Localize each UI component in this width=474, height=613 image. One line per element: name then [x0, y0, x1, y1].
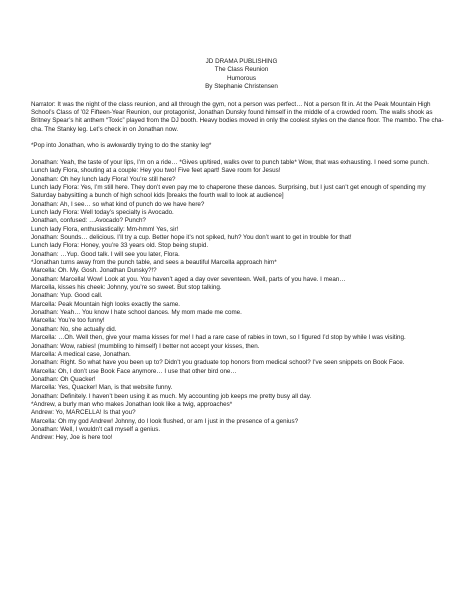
play-genre: Humorous [226, 74, 257, 82]
dialogue-line: Marcella: …Oh. Well then, give your mama kisses for me! I had a rare case of rabies in town, so I figured I’d stop by while I was visiting. [31, 334, 406, 342]
dialogue-line: Marcella: You’re too funny! [31, 317, 105, 325]
publisher-name: JD DRAMA PUBLISHING [205, 58, 278, 65]
script-header [31, 58, 452, 92]
play-title: The Class Reunion [214, 66, 269, 74]
dialogue-line: Jonathan: Definitely. I haven’t been using it as much. My accounting job keeps me pretty busy all day. [31, 392, 312, 400]
dialogue-line: Marcella: Oh my god Andrew! Johnny, do I look flushed, or am I just in the presence of a genius? [31, 417, 299, 425]
dialogue-line: Marcella: A medical case, Jonathan. [31, 350, 131, 358]
dialogue-line: Jonathan: Right. So what have you been up to? Didn’t you graduate top honors from medical school? I’ve seen snippets on Book Face. [31, 359, 405, 367]
dialogue-line: Jonathan: Ah, I see… so what kind of punch do we have here? [31, 200, 205, 208]
dialogue-line: Marcella: Yes, Quacker! Man, is that website funny. [31, 384, 173, 392]
opening-stage-direction: *Pop into Jonathan, who is awkwardly trying to do the stanky leg* [31, 142, 212, 150]
dialogue-line: Lunch lady Flora: Yes, I’m still here. They don’t even pay me to chaperone these dances. Surprising, but I just can’t get enough of spending my Saturday babysitting a bunch of high school kids [breaks the fourth wall to look at audience] [31, 183, 426, 200]
dialogue-line: Andrew: Hey, Joe is here too! [31, 434, 113, 442]
dialogue-line: Jonathan: No, she actually did. [31, 325, 117, 333]
dialogue-line: *Jonathan turns away from the punch table, and sees a beautiful Marcella approach him* [31, 259, 277, 267]
play-author: By Stephanie Christensen [205, 83, 278, 91]
dialogue-line: Marcella: Peak Mountain high looks exactly the same. [31, 300, 181, 308]
dialogue-line: Jonathan: Oh Quacker! [31, 375, 96, 383]
dialogue-line: Andrew: Yo, MARCELLA! Is that you? [31, 409, 136, 417]
dialogue-line: Jonathan: …Yup. Good talk. I will see you later, Flora. [31, 250, 180, 258]
dialogue-lines [31, 159, 452, 443]
dialogue-line: Jonathan: Yup. Good call. [31, 292, 103, 300]
narration-paragraph: Narrator: It was the night of the class reunion, and all through the gym, not a person was perfect… Not a person fit in. At the Peak Mountain High School’s Class of ’02 Fifteen-Year Reunion, our protagonist, Jonathan Dunsky found himself in the middle of a crowded room. The walls shook as Britney Spear’s hit anthem “Toxic” played from the DJ booth. Heavy bodies moved in only the coolest styles on the dance floor. The mambo. The cha-cha. The Stanky leg. Let’s check in on Jonathan now. [31, 100, 444, 133]
dialogue-line: Lunch lady Flora, enthusiastically: Mm-hmm! Yes, sir! [31, 225, 179, 233]
dialogue-line: Jonathan: Yeah… You know I hate school dances. My mom made me come. [31, 309, 242, 317]
dialogue-line: Jonathan, confused: …Avocado? Punch? [31, 217, 146, 225]
dialogue-line: Lunch lady Flora: Honey, you’re 33 years old. Stop being stupid. [31, 242, 209, 250]
dialogue-line: *Andrew, a burly man who makes Jonathan look like a twig, approaches* [31, 400, 233, 408]
dialogue-line: Jonathan: Wow, rabies! (mumbling to himself) I better not accept your kisses, then. [31, 342, 260, 350]
dialogue-line: Jonathan: Oh hey lunch lady Flora! You’re still here? [31, 175, 176, 183]
script-body [31, 101, 452, 443]
dialogue-line: Jonathan: Well, I wouldn’t call myself a genius. [31, 425, 161, 433]
dialogue-line: Jonathan: Sounds… delicious. I’ll try a cup. Better hope it’s not spiked, huh? You don’t want to get in trouble for that! [31, 234, 352, 242]
dialogue-line: Marcella: Oh. My. Gosh. Jonathan Dunsky?!? [31, 267, 157, 275]
dialogue-line: Lunch lady Flora: Well today’s specialty is Avocado. [31, 209, 174, 216]
dialogue-line: Jonathan: Yeah, the taste of your lips, I’m on a ride… *Gives up/tired, walks over to punch table* Wow, that was exhausting. I need some punch. [31, 158, 430, 166]
dialogue-line: Marcella, kisses his cheek: Johnny, you’re so sweet. But stop talking. [31, 284, 222, 292]
dialogue-line: Jonathan: Marcella! Wow! Look at you. You haven’t aged a day over seventeen. Well, parts of you have. I mean… [31, 275, 346, 283]
dialogue-line: Lunch lady Flora, shouting at a couple: Hey you two! Five feet apart! Save room for Jesus! [31, 167, 281, 175]
dialogue-line: Marcella: Oh, I don’t use Book Face anymore… I use that other bird one… [31, 367, 237, 375]
